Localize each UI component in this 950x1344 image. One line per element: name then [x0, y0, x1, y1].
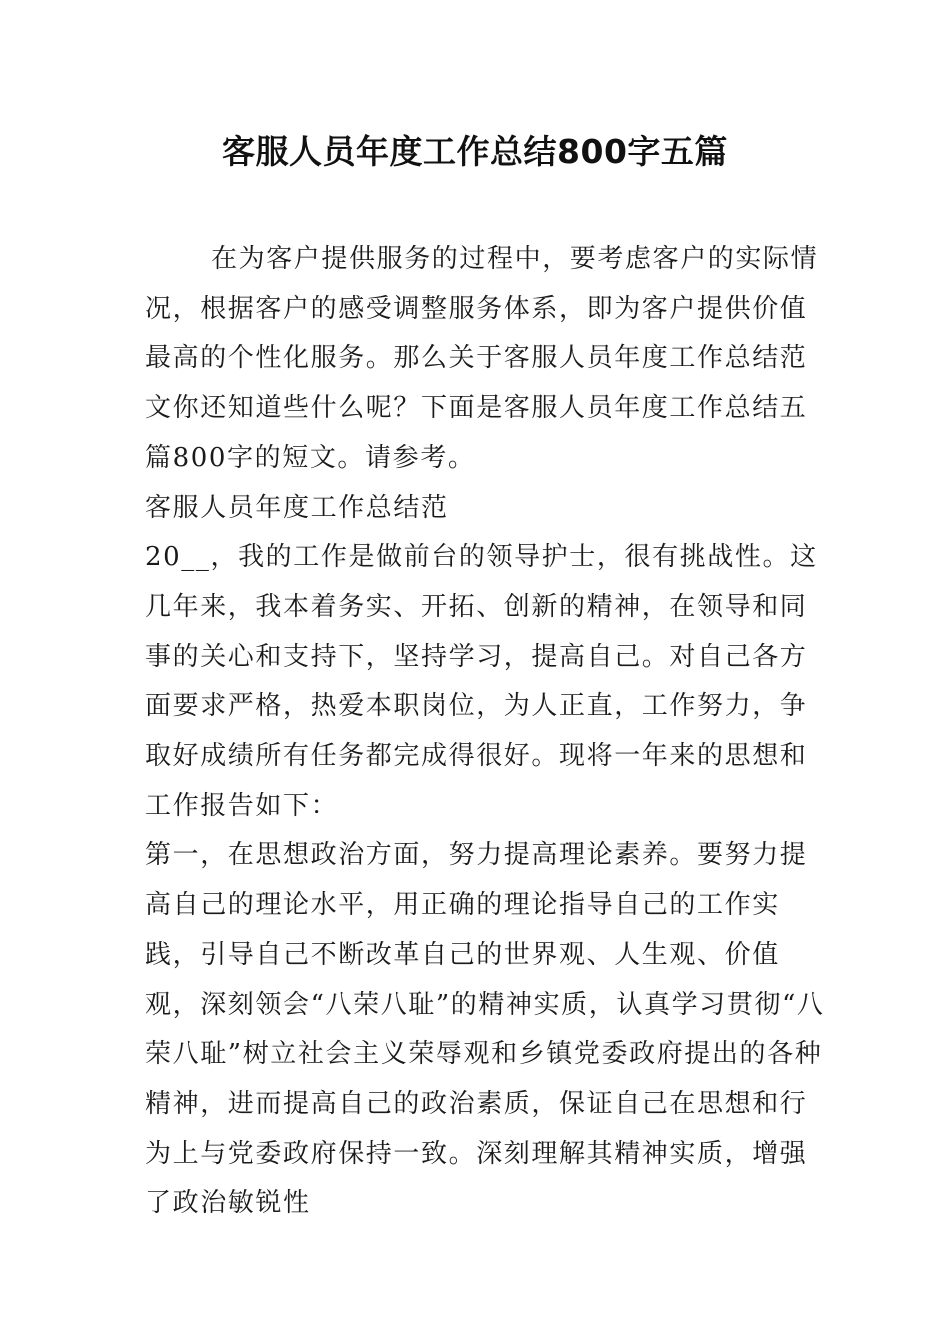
page-title: 客服人员年度工作总结800字五篇 [222, 132, 728, 171]
body-paragraph: 20__，我的工作是做前台的领导护士，很有挑战性。这几年来，我本着务实、开拓、创新的精神，在领导和同事的关心和支持下，坚持学习，提高自己。对自己各方面要求严格，热爱本职岗位，为人正直，工作努力，争取好成绩所有任务都完成得很好。现将一年来的思想和工作报告如下： [145, 542, 818, 821]
body-paragraph: 第一，在思想政治方面，努力提高理论素养。要努力提高自己的理论水平，用正确的理论指导自己的工作实践，引导自己不断改革自己的世界观、人生观、价值观，深刻领会“八荣八耻”的精神实质，认真学习贯彻“八荣八耻”树立社会主义荣辱观和乡镇党委政府提出的各种精神，进而提高自己的政治素质，保证自己在思想和行为上与党委政府保持一致。深刻理解其精神实质，增强了政治敏锐性 [145, 840, 825, 1219]
document-body [145, 235, 825, 1229]
section-heading: 客服人员年度工作总结范 [145, 492, 449, 523]
intro-paragraph: 在为客户提供服务的过程中，要考虑客户的实际情况，根据客户的感受调整服务体系，即为客户提供价值最高的个性化服务。那么关于客服人员年度工作总结范文你还知道些什么呢？下面是客服人员年度工作总结五篇800字的短文。请参考。 [145, 244, 819, 473]
